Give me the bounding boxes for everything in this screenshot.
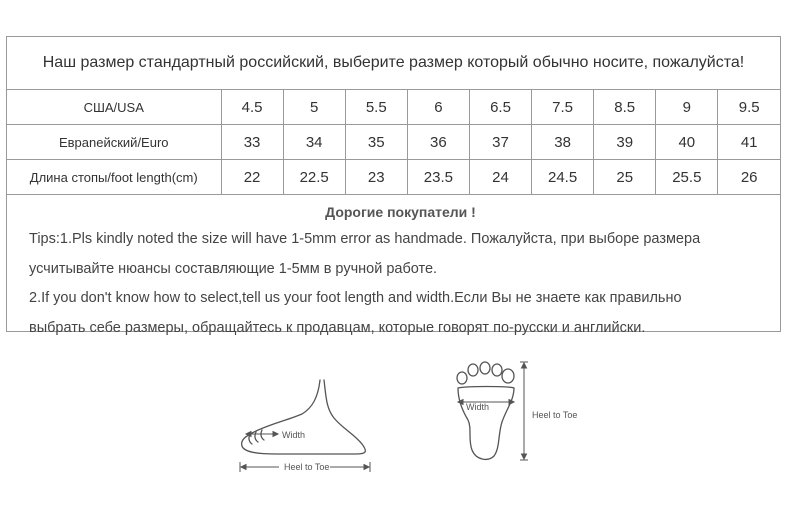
table-cell: 33 bbox=[221, 125, 283, 160]
table-cell: 9 bbox=[656, 90, 718, 125]
table-cell: 24 bbox=[469, 160, 531, 195]
side-width-label: Width bbox=[282, 430, 306, 440]
table-cell: 25 bbox=[594, 160, 656, 195]
notes-line: 2.If you don't know how to select,tell us your foot length and width.Если Вы не знаете как правильно bbox=[29, 290, 682, 306]
table-cell: 22.5 bbox=[283, 160, 345, 195]
table-cell: 6.5 bbox=[469, 90, 531, 125]
notes-title: Дорогие покупатели ! bbox=[325, 204, 476, 220]
table-cell: 34 bbox=[283, 125, 345, 160]
side-foot-figure bbox=[232, 372, 392, 482]
size-chart-headline: Наш размер стандартный российский, выберите размер который обычно носите, пожалуйста! bbox=[7, 37, 780, 90]
top-length-label: Heel to Toe bbox=[532, 410, 578, 420]
table-cell: 35 bbox=[345, 125, 407, 160]
table-row-usa bbox=[7, 90, 780, 125]
table-cell: 23.5 bbox=[407, 160, 469, 195]
table-cell: 7.5 bbox=[532, 90, 594, 125]
table-cell: 26 bbox=[718, 160, 780, 195]
notes-line: усчитывайте нюансы составляющие 1-5мм в ручной работе. bbox=[29, 260, 438, 277]
side-length-label: Heel to Toe bbox=[284, 462, 330, 472]
notes-line: выбрать себе размеры, обращайтесь к продавцам, которые говорят по-русски и английски. bbox=[29, 319, 646, 336]
table-cell: 41 bbox=[718, 125, 780, 160]
table-cell: 5 bbox=[283, 90, 345, 125]
side-foot-outline-icon bbox=[242, 380, 366, 454]
top-foot-figure bbox=[448, 356, 598, 468]
size-table bbox=[7, 90, 780, 195]
table-cell: 40 bbox=[656, 125, 718, 160]
table-cell: 25.5 bbox=[656, 160, 718, 195]
table-cell: 9.5 bbox=[718, 90, 780, 125]
table-cell: 23 bbox=[345, 160, 407, 195]
row-label-euro: Евраnейский/Euro bbox=[7, 125, 221, 160]
notes-section bbox=[7, 195, 780, 343]
row-label-foot-length: Длина стопы/foot length(cm) bbox=[7, 160, 221, 195]
table-cell: 6 bbox=[407, 90, 469, 125]
table-cell: 22 bbox=[221, 160, 283, 195]
notes-line: Tips:1.Pls kindly noted the size will have 1-5mm error as handmade. Пожалуйста, при выборе размера bbox=[29, 231, 701, 247]
top-foot-outline-icon bbox=[458, 387, 514, 460]
table-cell: 4.5 bbox=[221, 90, 283, 125]
table-cell: 38 bbox=[532, 125, 594, 160]
table-row-foot-length bbox=[7, 160, 780, 195]
table-cell: 24.5 bbox=[532, 160, 594, 195]
top-width-label: Width bbox=[466, 402, 490, 412]
table-cell: 36 bbox=[407, 125, 469, 160]
table-cell: 5.5 bbox=[345, 90, 407, 125]
table-cell: 39 bbox=[594, 125, 656, 160]
table-row-euro bbox=[7, 125, 780, 160]
table-cell: 37 bbox=[469, 125, 531, 160]
size-chart-card bbox=[6, 36, 781, 336]
row-label-usa: США/USA bbox=[7, 90, 221, 125]
table-cell: 8.5 bbox=[594, 90, 656, 125]
